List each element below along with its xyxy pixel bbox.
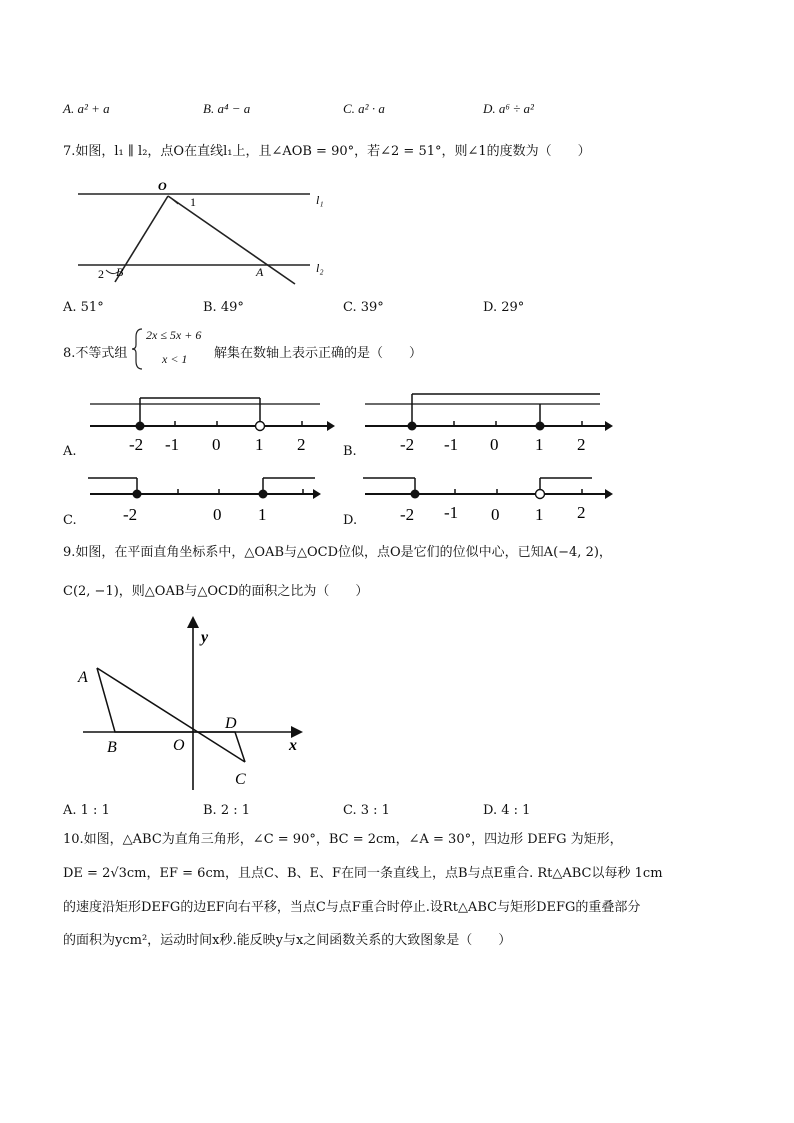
q7-option-d: D. 29° [483,300,525,315]
q7-option-a: A. 51° [63,300,104,315]
q9-label-c: C [235,771,246,788]
q7-stem: 7.如图，l₁ ∥ l₂，点O在直线l₁上，且∠AOB = 90°，若∠2 = 51°，则∠1的度数为（ ） [63,144,591,159]
q8d-tick-neg2: -2 [400,505,415,524]
q8-numberline-b [360,390,615,460]
q7-label-l2: l₂ [316,261,324,275]
q8-option-a-letter: A. [63,444,77,459]
q7-label-1: 1 [190,195,196,209]
q9-option-b: B. 2 : 1 [203,803,251,818]
q6-option-a: A. a² + a [63,101,110,116]
q8c-tick-1: 1 [258,505,267,524]
q6-option-c: C. a² · a [343,101,385,116]
q8d-tick-0: 0 [491,505,500,524]
q7-label-2: 2 [98,267,104,281]
q8a-tick-neg1: -1 [165,435,180,454]
q7-label-a: A [256,265,264,279]
q9-label-y: y [201,629,209,646]
q9-label-d: D [225,715,237,732]
q8-numberline-c [85,470,325,530]
q6-option-b: B. a⁴ − a [203,101,251,116]
q8d-tick-2: 2 [577,503,586,522]
q7-option-b: B. 49° [203,300,244,315]
q6-option-d: D. a⁶ ÷ a² [483,101,534,116]
q9-option-d: D. 4 : 1 [483,803,531,818]
q9-label-x: x [289,737,297,754]
q9-label-o: O [173,737,185,754]
q7-figure [60,172,350,292]
q7-label-o: O [158,179,167,193]
q8-option-c-letter: C. [63,513,77,528]
q8a-tick-0: 0 [212,435,221,454]
q8-numberline-d [360,470,615,530]
q9-figure [75,612,310,792]
q8b-tick-neg1: -1 [444,435,459,454]
q10-line3: 的速度沿矩形DEFG的边EF向右平移，当点C与点F重合时停止.设Rt△ABC与矩形DEFG的重叠部分 [63,900,641,915]
q8-stem-suffix: 解集在数轴上表示正确的是（ ） [214,346,423,361]
q8d-tick-1: 1 [535,505,544,524]
q7-label-b: B [116,265,124,279]
q8-brace [130,327,144,371]
q10-line1: 10.如图，△ABC为直角三角形，∠C = 90°，BC = 2cm，∠A = 30°，四边形 DEFG 为矩形， [63,832,623,847]
q10-line2: DE = 2√3cm，EF = 6cm，且点C、B、E、F在同一条直线上，点B与点E重合. Rt△ABC以每秒 1cm [63,866,663,881]
q8-stem-prefix: 8.不等式组 [63,346,128,361]
q8a-tick-neg2: -2 [129,435,144,454]
q8-option-d-letter: D. [343,513,358,528]
q9-label-b: B [107,739,117,756]
q8a-tick-1: 1 [255,435,264,454]
q8c-tick-neg2: -2 [123,505,138,524]
q8a-tick-2: 2 [297,435,306,454]
q9-stem-line1: 9.如图，在平面直角坐标系中，△OAB与△OCD位似，点O是它们的位似中心，已知A(−4, 2)， [63,545,612,560]
q8b-tick-1: 1 [535,435,544,454]
q8c-tick-0: 0 [213,505,222,524]
q8b-tick-0: 0 [490,435,499,454]
q7-label-l1: l₁ [316,193,324,207]
q8d-tick-neg1: -1 [444,503,459,522]
q8-inequality-2: x < 1 [162,352,188,366]
q7-option-c: C. 39° [343,300,384,315]
q9-option-a: A. 1 : 1 [63,803,110,818]
q8b-tick-2: 2 [577,435,586,454]
q9-option-c: C. 3 : 1 [343,803,390,818]
q8-inequality-1: 2x ≤ 5x + 6 [146,328,202,342]
q8-option-b-letter: B. [343,444,357,459]
q8b-tick-neg2: -2 [400,435,415,454]
q9-label-a: A [78,669,88,686]
q9-stem-line2: C(2, −1)，则△OAB与△OCD的面积之比为（ ） [63,584,369,599]
q10-line4: 的面积为ycm²，运动时间x秒.能反映y与x之间函数关系的大致图象是（ ） [63,933,512,948]
q8-numberline-a [85,390,335,460]
